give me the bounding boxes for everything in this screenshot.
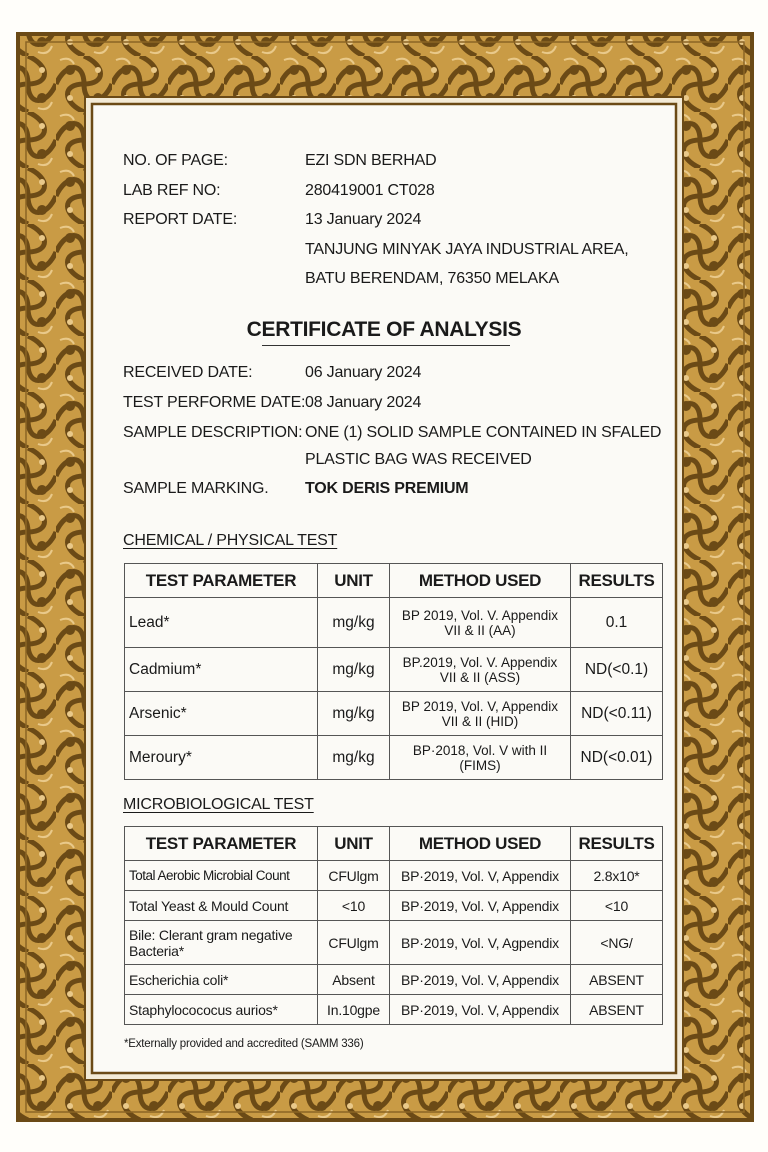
- table-row: [125, 648, 663, 692]
- column-header: TEST PARAMETER: [125, 564, 318, 598]
- unit-cell: mg/kg: [318, 598, 390, 648]
- method-cell: BP·2019, Vol. V, Agpendix: [390, 921, 571, 965]
- result-cell: ABSENT: [571, 965, 663, 995]
- table-row: [125, 921, 663, 965]
- title-underline: [262, 345, 510, 346]
- method-line-2: (FIMS): [459, 757, 501, 773]
- sample-description-line-2: PLASTIC BAG WAS RECEIVED: [305, 451, 532, 468]
- method-cell: BP·2019, Vol. V, Appendix: [390, 965, 571, 995]
- test-parameter: Escherichia coli*: [125, 965, 318, 995]
- test-parameter: Total Aerobic Microbial Count: [125, 861, 318, 891]
- method-line-1: BP 2019, Vol. V. Appendix: [401, 607, 559, 623]
- column-header: METHOD USED: [390, 827, 571, 861]
- method-line-1: BP·2018, Vol. V with II: [412, 742, 548, 758]
- sample-description-label: SAMPLE DESCRIPTION:: [123, 424, 303, 441]
- table-header-row: [125, 827, 663, 861]
- lab-ref-label: LAB REF NO:: [123, 182, 221, 199]
- address-line-2: BATU BERENDAM, 76350 MELAKA: [305, 270, 559, 287]
- method-line-2: VII & II (HID): [441, 713, 519, 729]
- method-cell: BP·2019, Vol. V, Appendix: [390, 861, 571, 891]
- report-date-value: 13 January 2024: [305, 211, 422, 228]
- result-cell: ND(<0.01): [571, 736, 663, 780]
- unit-cell: <10: [318, 891, 390, 921]
- table-header-row: [125, 564, 663, 598]
- table-row: [125, 692, 663, 736]
- column-header: RESULTS: [571, 564, 663, 598]
- test-date-value: 08 January 2024: [305, 394, 422, 411]
- table-row: [125, 736, 663, 780]
- test-parameter: Arsenic*: [125, 692, 318, 736]
- chemical-test-table: [124, 563, 663, 780]
- test-parameter: Bile: Clerant gram negative Bacteria*: [125, 921, 318, 965]
- method-line-2: VII & II (AA): [444, 622, 516, 638]
- method-cell: BP·2019, Vol. V, Appendix: [390, 995, 571, 1025]
- unit-cell: mg/kg: [318, 692, 390, 736]
- unit-cell: In.10gpe: [318, 995, 390, 1025]
- method-cell: [390, 598, 571, 648]
- column-header: UNIT: [318, 564, 390, 598]
- column-header: TEST PARAMETER: [125, 827, 318, 861]
- result-cell: <10: [571, 891, 663, 921]
- method-line-1: BP 2019, Vol. V, Appendix: [401, 698, 559, 714]
- lab-ref-value: 280419001 CT028: [305, 182, 435, 199]
- table-row: [125, 965, 663, 995]
- report-date-label: REPORT DATE:: [123, 211, 238, 228]
- method-line-2: VII & II (ASS): [439, 669, 521, 685]
- address-line-1: TANJUNG MINYAK JAYA INDUSTRIAL AREA,: [305, 241, 629, 258]
- method-cell: BP·2019, Vol. V, Appendix: [390, 891, 571, 921]
- received-date-value: 06 January 2024: [305, 364, 422, 381]
- unit-cell: mg/kg: [318, 648, 390, 692]
- method-cell: [390, 736, 571, 780]
- sample-description-line-1: ONE (1) SOLID SAMPLE CONTAINED IN SFALED: [305, 424, 662, 441]
- microbiological-test-table: [124, 826, 663, 1025]
- micro-section-title: MICROBIOLOGICAL TEST: [123, 796, 314, 813]
- table-row: [125, 995, 663, 1025]
- table-row: [125, 891, 663, 921]
- test-parameter: Meroury*: [125, 736, 318, 780]
- test-parameter: Staphylocococus aurios*: [125, 995, 318, 1025]
- unit-cell: mg/kg: [318, 736, 390, 780]
- column-header: RESULTS: [571, 827, 663, 861]
- chemical-section-title: CHEMICAL / PHYSICAL TEST: [123, 532, 338, 549]
- unit-cell: CFUlgm: [318, 861, 390, 891]
- column-header: METHOD USED: [390, 564, 571, 598]
- no-of-page-label: NO. OF PAGE:: [123, 152, 228, 169]
- sample-marking-label: SAMPLE MARKING.: [123, 480, 269, 497]
- company-name: EZI SDN BERHAD: [305, 152, 437, 169]
- result-cell: <NG/: [571, 921, 663, 965]
- result-cell: 0.1: [571, 598, 663, 648]
- test-parameter: Lead*: [125, 598, 318, 648]
- table-row: [125, 861, 663, 891]
- result-cell: ABSENT: [571, 995, 663, 1025]
- result-cell: ND(<0.1): [571, 648, 663, 692]
- table-row: [125, 598, 663, 648]
- method-cell: [390, 648, 571, 692]
- accreditation-footnote: *Externally provided and accredited (SAMM 336): [124, 1038, 364, 1050]
- result-cell: ND(<0.11): [571, 692, 663, 736]
- test-date-label: TEST PERFORME DATE:: [123, 394, 306, 411]
- received-date-label: RECEIVED DATE:: [123, 364, 253, 381]
- unit-cell: Absent: [318, 965, 390, 995]
- unit-cell: CFUlgm: [318, 921, 390, 965]
- document-title: CERTIFICATE OF ANALYSIS: [246, 318, 522, 341]
- column-header: UNIT: [318, 827, 390, 861]
- test-parameter: Cadmium*: [125, 648, 318, 692]
- sample-marking-value: TOK DERIS PREMIUM: [305, 480, 469, 497]
- test-parameter: Total Yeast & Mould Count: [125, 891, 318, 921]
- method-cell: [390, 692, 571, 736]
- result-cell: 2.8x10*: [571, 861, 663, 891]
- method-line-1: BP.2019, Vol. V. Appendix: [402, 654, 558, 670]
